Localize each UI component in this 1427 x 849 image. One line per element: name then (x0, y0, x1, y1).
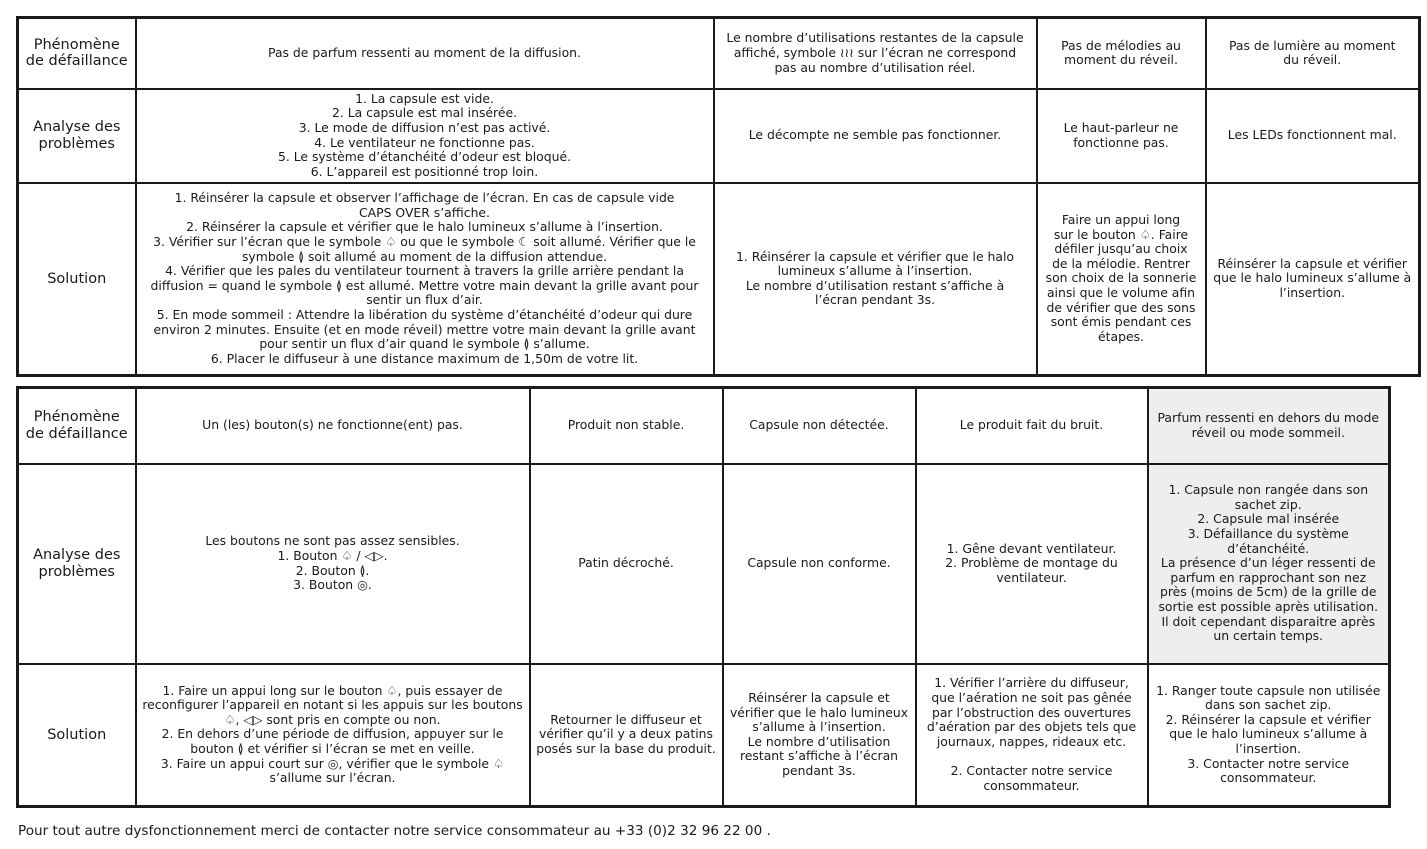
table-cell: Le produit fait du bruit. (916, 388, 1148, 464)
table-cell: Les boutons ne sont pas assez sensibles. 1. Bouton ♤ / ◁▷. 2. Bouton ≬. 3. Bouton ◎. (136, 464, 530, 664)
table-cell: Patin décroché. (530, 464, 723, 664)
table-cell: Réinsérer la capsule et vérifier que le halo lumineux s’allume à l’insertion. Le nombre d’utilisation restant s’affiche à l’écran pendant 3s. (723, 664, 916, 807)
table-cell: 1. Faire un appui long sur le bouton ♤, puis essayer de reconfigurer l’appareil en notant si les appuis sur les boutons ♤, ◁▷ sont pris en compte ou non. 2. En dehors d’une période de diffusion, appuyer sur le bouton ≬ et vérifier si l’écran se met en veille. 3. Faire un appui court sur ◎, vérifier que le symbole ♤ s’allume sur l’écran. (136, 664, 530, 807)
troubleshooting-table-1 (16, 16, 1421, 377)
row-solution (18, 664, 1390, 807)
row-header: Analyse des problèmes (18, 464, 136, 664)
row-header: Solution (18, 183, 136, 376)
table-cell: 1. La capsule est vide. 2. La capsule est mal insérée. 3. Le mode de diffusion n’est pas activé. 4. Le ventilateur ne fonctionne pas. 5. Le système d’étanchéité d’odeur est bloqué. 6. L’appareil est positionné trop loin. (136, 89, 714, 183)
row-header: Phénomène de défaillance (18, 18, 136, 89)
row-header: Phénomène de défaillance (18, 388, 136, 464)
table-cell: Le nombre d’utilisations restantes de la capsule affiché, symbole ≀≀≀ sur l’écran ne correspond pas au nombre d’utilisation réel. (714, 18, 1037, 89)
row-problem-analysis (18, 89, 1420, 183)
troubleshooting-table-2 (16, 386, 1391, 808)
table-cell: Pas de lumière au moment du réveil. (1206, 18, 1420, 89)
table-cell: Le décompte ne semble pas fonctionner. (714, 89, 1037, 183)
row-problem-analysis (18, 464, 1390, 664)
table-cell: Un (les) bouton(s) ne fonctionne(ent) pas. (136, 388, 530, 464)
table-cell: Produit non stable. (530, 388, 723, 464)
table-cell: Pas de mélodies au moment du réveil. (1037, 18, 1206, 89)
table-cell: Capsule non conforme. (723, 464, 916, 664)
table-cell: Pas de parfum ressenti au moment de la diffusion. (136, 18, 714, 89)
table-cell: Capsule non détectée. (723, 388, 916, 464)
table-cell: 1. Vérifier l’arrière du diffuseur, que l’aération ne soit pas gênée par l’obstruction des ouvertures d’aération par des objets tels que journaux, nappes, rideaux etc. 2. Contacter notre service consommateur. (916, 664, 1148, 807)
table-cell: Les LEDs fonctionnent mal. (1206, 89, 1420, 183)
footer-note: Pour tout autre dysfonctionnement merci de contacter notre service consommateur au +33 (0)2 32 96 22 00 . (18, 823, 771, 839)
table-cell: Retourner le diffuseur et vérifier qu’il y a deux patins posés sur la base du produit. (530, 664, 723, 807)
row-header: Solution (18, 664, 136, 807)
table-cell: 1. Réinsérer la capsule et observer l’affichage de l’écran. En cas de capsule vide CAPS OVER s’affiche. 2. Réinsérer la capsule et vérifier que le halo lumineux s’allume à l’insertion. 3. Vérifier sur l’écran que le symbole ♤ ou que le symbole ☾ soit allumé. Vérifier que le symbole ≬ soit allumé au moment de la diffusion attendue. 4. Vérifier que les pales du ventilateur tournent à travers la grille arrière pendant la diffusion = quand le symbole ≬ est allumé. Mettre votre main devant la grille avant pour sentir un flux d’air. 5. En mode sommeil : Attendre la libération du système d’étanchéité d’odeur qui dure environ 2 minutes. Ensuite (et en mode réveil) mettre votre main devant la grille avant pour sentir un flux d’air quand le symbole ≬ s’allume. 6. Placer le diffuseur à une distance maximum de 1,50m de votre lit. (136, 183, 714, 376)
row-failure-phenomenon (18, 388, 1390, 464)
table-cell: Le haut-parleur ne fonctionne pas. (1037, 89, 1206, 183)
table-cell: 1. Réinsérer la capsule et vérifier que le halo lumineux s’allume à l’insertion. Le nombre d’utilisation restant s’affiche à l’écran pendant 3s. (714, 183, 1037, 376)
table-cell: 1. Ranger toute capsule non utilisée dans son sachet zip. 2. Réinsérer la capsule et vérifier que le halo lumineux s’allume à l’insertion. 3. Contacter notre service consommateur. (1148, 664, 1390, 807)
row-solution (18, 183, 1420, 376)
row-failure-phenomenon (18, 18, 1420, 89)
table-cell: Parfum ressenti en dehors du mode réveil ou mode sommeil. (1148, 388, 1390, 464)
table-cell: 1. Capsule non rangée dans son sachet zip. 2. Capsule mal insérée 3. Défaillance du système d’étanchéité. La présence d’un léger ressenti de parfum en rapprochant son nez près (moins de 5cm) de la grille de sortie est possible après utilisation. Il doit cependant disparaitre après un certain temps. (1148, 464, 1390, 664)
row-header: Analyse des problèmes (18, 89, 136, 183)
table-cell: 1. Gêne devant ventilateur. 2. Problème de montage du ventilateur. (916, 464, 1148, 664)
table-cell: Faire un appui long sur le bouton ♤. Faire défiler jusqu’au choix de la mélodie. Rentrer son choix de la sonnerie ainsi que le volume afin de vérifier que des sons sont émis pendant ces étapes. (1037, 183, 1206, 376)
table-cell: Réinsérer la capsule et vérifier que le halo lumineux s’allume à l’insertion. (1206, 183, 1420, 376)
